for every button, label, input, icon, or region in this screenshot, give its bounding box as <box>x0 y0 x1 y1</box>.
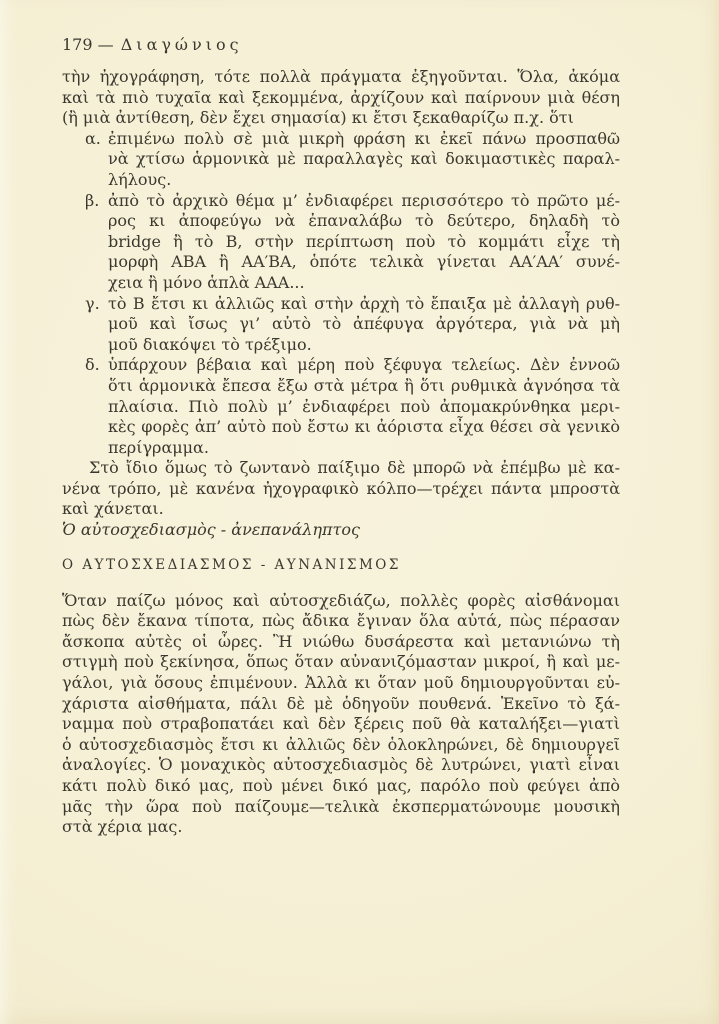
text-line: κάτι πολὺ δικό μας, ποὺ μένει δικό μας, παρόλο ποὺ φεύγει ἀπὸ <box>62 776 620 795</box>
text-line: μᾶς τὴν ὥρα ποὺ παίζουμε—τελικὰ ἐκσπερματώνουμε μουσικὴ <box>62 796 620 816</box>
paragraph-continuation <box>62 67 620 129</box>
text-line: στιγμὴ ποὺ ξεκίνησα, ὅπως ὅταν αὐνανιζόμασταν μικροί, ἢ καὶ με- <box>62 652 620 672</box>
text-line: Στὸ ἴδιο ὅμως τὸ ζωντανὸ παίξιμο δὲ μπορῶ νὰ ἐπέμβω μὲ κα- <box>89 458 620 478</box>
text-line: ἄσκοπα αὐτὲς οἱ ὧρες. Ἢ νιώθω δυσάρεστα καὶ μετανιώνω τὴ <box>62 631 620 651</box>
text-line: ὁ αὐτοσχεδιασμὸς ἔτσι κι ἀλλιῶς δὲν ὁλοκληρώνει, δὲ δημιουργεῖ <box>62 734 620 754</box>
header-separator: — <box>97 35 114 54</box>
list-item-delta <box>62 355 620 458</box>
text-line: μορφὴ ΑΒΑ ἢ ΑΑ′ΒΑ, ὁπότε τελικὰ γίνεται ΑΑ′ΑΑ′ συνέ- <box>108 252 620 272</box>
text-line: γάλοι, γιὰ ὅσους ἐπιμένουν. Ἀλλὰ κι ὅταν μοῦ δημιουργοῦνται εὐ- <box>62 673 620 693</box>
text-line: ὑπάρχουν βέβαια καὶ μέρη ποὺ ξέφυγα τελείως. Δὲν ἐννοῶ <box>108 355 620 375</box>
text-line: καὶ τὰ πιὸ τυχαῖα καὶ ξεκομμένα, ἀρχίζουν καὶ παίρνουν μιὰ θέση <box>62 87 620 107</box>
text-line: καὶ χάνεται. <box>62 499 164 519</box>
paragraph-improvisation <box>62 591 620 838</box>
list-item-gamma <box>62 294 620 356</box>
text-line: ἀπὸ τὸ ἀρχικὸ θέμα μ’ ἐνδιαφέρει περισσότερο τὸ πρῶτο μέ- <box>108 190 620 210</box>
text-line: χεια ἢ μόνο ἁπλὰ ΑΑΑ... <box>108 272 305 292</box>
paragraph-live-playing <box>62 458 620 520</box>
text-line: χάριστα αἰσθήματα, πάλι δὲ μὲ ὁδηγοῦν πουθενά. Ἐκεῖνο τὸ ξά- <box>62 693 620 713</box>
text-line: περίγραμμα. <box>108 437 209 457</box>
text-line: κὲς φορὲς ἀπ’ αὐτὸ ποὺ ἔστω κι ἀόριστα εἶχα θέσει σὰ γενικὸ <box>108 417 620 437</box>
text-line: bridge ἢ τὸ Β, στὴν περίπτωση ποὺ τὸ κομμάτι εἶχε τὴ <box>108 231 620 251</box>
text-line: στὰ χέρια μας. <box>62 817 183 837</box>
section-heading: Ο ΑΥΤΟΣΧΕΔΙΑΣΜΟΣ - ΑΥΝΑΝΙΣΜΟΣ <box>62 556 401 573</box>
text-line: μοῦ καὶ ἴσως γι’ αὐτὸ τὸ ἀπέφυγα ἀργότερα, γιὰ νὰ μὴ <box>108 314 620 334</box>
list-marker: β. <box>85 190 100 210</box>
improvisation-aphorism: Ὁ αὐτοσχεδιασμὸς - ἀνεπανάληπτος <box>62 520 360 540</box>
text-line: πλαίσια. Πιὸ πολὺ μ’ ἐνδιαφέρει ποὺ ἀπομακρύνθηκα μερι- <box>108 396 620 416</box>
text-line: πὼς δὲν ἔκανα τίποτα, πὼς ἄδικα ἔγιναν ὅλα αὐτά, πὼς πέρασαν <box>62 611 620 631</box>
text-line: τὴν ἠχογράφηση, τότε πολλὰ πράγματα ἐξηγοῦνται. Ὅλα, ἀκόμα <box>62 67 620 86</box>
text-line: ὅτι ἁρμονικὰ ἔπεσα ἔξω στὰ μέτρα ἢ ὅτι ρυθμικὰ ἀγνόησα τὰ <box>108 375 620 395</box>
text-line: Ὅταν παίζω μόνος καὶ αὐτοσχεδιάζω, πολλὲς φορὲς αἰσθάνομαι <box>62 590 620 610</box>
text-block <box>62 35 620 838</box>
list-marker: α. <box>85 128 101 148</box>
list-marker: γ. <box>85 293 100 313</box>
list-item-beta <box>62 191 620 294</box>
list-marker: δ. <box>85 355 100 375</box>
book-title: Διαγώνιος <box>120 35 243 54</box>
list-item-alpha <box>62 129 620 191</box>
text-line: νὰ χτίσω ἁρμονικὰ μὲ παραλλαγὲς καὶ δοκιμαστικὲς παραλ- <box>108 149 620 169</box>
text-line: λήλους. <box>108 169 172 189</box>
text-line: (ἢ μιὰ ἀντίθεση, δὲν ἔχει σημασία) κι ἔτσι ξεκαθαρίζω π.χ. ὅτι <box>62 108 574 128</box>
text-line: ἐπιμένω πολὺ σὲ μιὰ μικρὴ φράση κι ἐκεῖ πάνω προσπαθῶ <box>108 128 620 148</box>
text-line: ἀναλογίες. Ὁ μοναχικὸς αὐτοσχεδιασμὸς δὲ λυτρώνει, γιατὶ εἶναι <box>62 755 620 775</box>
text-line: μοῦ διακόψει τὸ τρέξιμο. <box>108 334 312 354</box>
text-line: ναμμα ποὺ στραβοπατάει καὶ δὲν ξέρεις ποῦ θὰ καταλήξει—γιατὶ <box>62 714 620 734</box>
text-line: τὸ Β ἔτσι κι ἀλλιῶς καὶ στὴν ἀρχὴ τὸ ἔπαιξα μὲ ἀλλαγὴ ρυθ- <box>108 293 620 313</box>
text-line: ρος κι ἀποφεύγω νὰ ἐπαναλάβω τὸ δεύτερο, δηλαδὴ τὸ <box>108 211 620 231</box>
page-number: 179 <box>62 35 93 54</box>
text-line: νένα τρόπο, μὲ κανένα ἠχογραφικὸ κόλπο—τρέχει πάντα μπροστὰ <box>62 478 620 498</box>
running-header <box>62 35 620 55</box>
